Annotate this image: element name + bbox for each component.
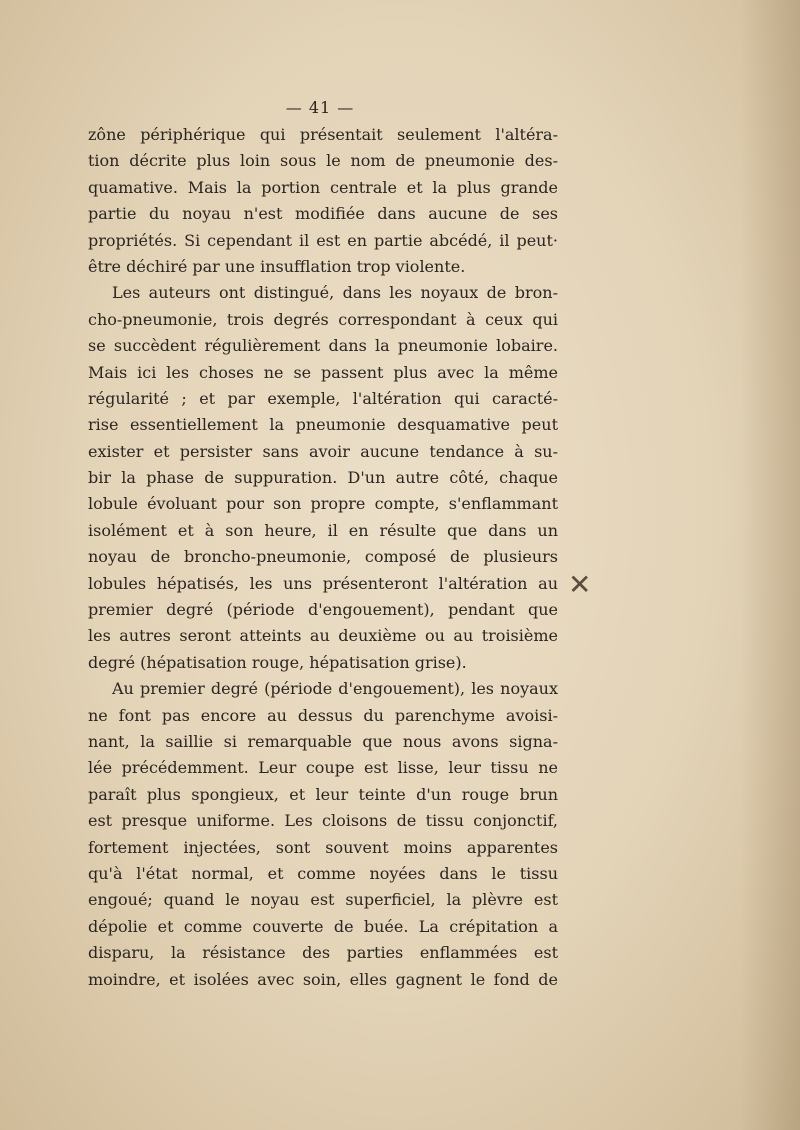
text-line: être déchiré par une insufflation trop violente. [88,256,466,276]
text-line: zône périphérique qui présentait seulement l'altéra- [88,125,558,144]
page-edge-shadow [740,0,800,1130]
text-line: se succèdent régulièrement dans la pneumonie lobaire. [88,336,558,356]
text-line: est presque uniforme. Les cloisons de tissu conjonctif, [88,811,558,831]
margin-annotation-mark: ✕ [568,568,592,601]
text-line: propriétés. Si cependant il est en partie abcédé, il peut· [88,230,558,250]
text-line: bir la phase de suppuration. D'un autre côté, chaque [88,468,558,488]
text-line: lobule évoluant pour son propre compte, s'enflammant [88,494,558,514]
text-line: premier degré (période d'engouement), pendant que [88,600,558,620]
text-line: lobules hépatisés, les uns présenteront l'altération au [88,573,558,593]
text-line: qu'à l'état normal, et comme noyées dans le tissu [88,863,558,883]
text-line: Les auteurs ont distingué, dans les noyaux de bron- [112,283,558,303]
text-line: quamative. Mais la portion centrale et la plus grande [88,177,558,197]
text-line: partie du noyau n'est modifiée dans aucune de ses [88,204,558,224]
text-line: dépolie et comme couverte de buée. La crépitation a [88,916,558,936]
page-number: — 41 — [285,98,355,117]
text-line: disparu, la résistance des parties enflammées est [88,943,558,963]
text-line: moindre, et isolées avec soin, elles gagnent le fond de [88,969,558,989]
text-line: noyau de broncho-pneumonie, composé de plusieurs [88,547,558,567]
text-line: les autres seront atteints au deuxième ou au troisième [88,626,558,646]
text-line: degré (hépatisation rouge, hépatisation grise). [88,652,467,672]
text-line: régularité ; et par exemple, l'altération qui caracté- [88,388,558,408]
text-line: ne font pas encore au dessus du parenchyme avoisi- [88,705,558,725]
text-line: tion décrite plus loin sous le nom de pneumonie des- [88,151,558,171]
text-line: exister et persister sans avoir aucune tendance à su- [88,441,558,461]
text-line: cho-pneumonie, trois degrés correspondant à ceux qui [88,309,558,329]
text-line: nant, la saillie si remarquable que nous avons signa- [88,731,558,751]
text-line: fortement injectées, sont souvent moins apparentes [88,837,558,857]
text-line: Au premier degré (période d'engouement), les noyaux [112,679,558,699]
text-line: paraît plus spongieux, et leur teinte d'un rouge brun [88,784,558,804]
text-line: engoué; quand le noyau est superficiel, la plèvre est [88,890,558,910]
text-line: isolément et à son heure, il en résulte que dans un [88,520,558,540]
text-line: Mais ici les choses ne se passent plus avec la même [88,362,558,382]
body-text [88,122,558,993]
text-line: rise essentiellement la pneumonie desquamative peut [88,415,558,435]
text-line: lée précédemment. Leur coupe est lisse, leur tissu ne [88,758,558,778]
